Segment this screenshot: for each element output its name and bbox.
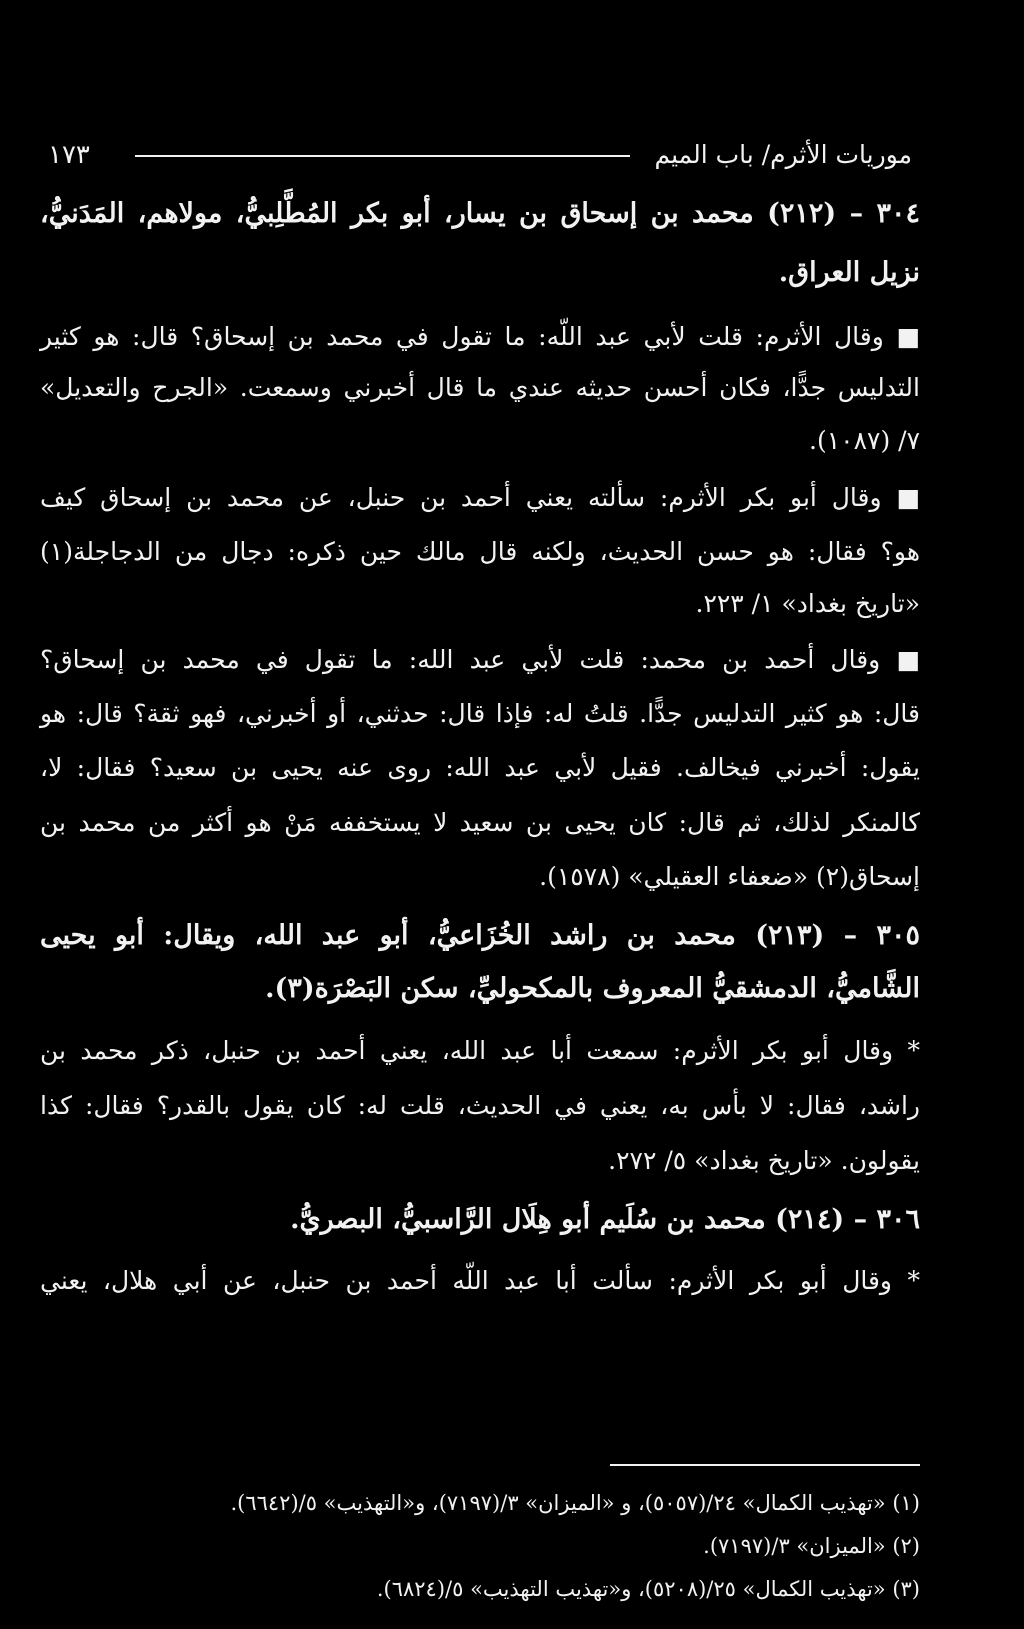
text-line: قال: هو كثير التدليس جدًّا. قلتُ له: فإذا قال: حدثني، أو أخبرني، فهو ثقة؟ قال: هو	[40, 699, 920, 728]
footnote-1: (١) «تهذيب الكمال» ٢٤/(٥٠٥٧)، و «الميزان» ٣/(٧١٩٧)، و«التهذيب» ٥/(٦٦٤٢).	[230, 1491, 920, 1515]
entry-305-heading-line-2: الشَّاميُّ، الدمشقيُّ المعروف بالمكحوليِّ، سكن البَصْرَة(٣).	[265, 973, 920, 1004]
footnote-separator	[610, 1464, 920, 1466]
entry-304-heading-line-1: ٣٠٤ – (٢١٢) محمد بن إسحاق بن يسار، أبو بكر المُطَّلِبيُّ، مولاهم، المَدَنيُّ،	[40, 198, 921, 229]
text-line: التدليس جدًّا، فكان أحسن حديثه عندي ما قال أخبرني وسمعت. «الجرح والتعديل»	[40, 373, 920, 402]
citation-line: ٧/ (١٠٨٧).	[809, 426, 920, 455]
text-line: هو؟ فقال: هو حسن الحديث، ولكنه قال مالك حين ذكره: دجال من الدجاجلة(١)	[40, 537, 920, 566]
text-line: ■ وقال أحمد بن محمد: قلت لأبي عبد الله: ما تقول في محمد بن إسحاق؟	[40, 645, 920, 674]
entry-306-heading: ٣٠٦ – (٢١٤) محمد بن سُلَيم أبو هِلَال الرَّاسبيُّ، البصريُّ.	[290, 1204, 920, 1235]
text-line: ■ وقال أبو بكر الأثرم: سألته يعني أحمد بن حنبل، عن محمد بن إسحاق كيف	[40, 483, 920, 512]
footnote-2: (٢) «الميزان» ٣/(٧١٩٧).	[703, 1534, 920, 1558]
footnote-3: (٣) «تهذيب الكمال» ٢٥/(٥٢٠٨)، و«تهذيب التهذيب» ٥/(٦٨٢٤).	[376, 1577, 920, 1601]
book-page	[40, 0, 920, 1629]
text-line: يقول: أخبرني فيخالف. فقيل لأبي عبد الله: روى عنه يحيى بن سعيد؟ فقال: لا،	[40, 753, 920, 782]
entry-304-heading-line-2: نزيل العراق.	[778, 257, 920, 288]
text-line: * وقال أبو بكر الأثرم: سألت أبا عبد اللّه أحمد بن حنبل، عن أبي هلال، يعني	[40, 1266, 920, 1295]
text-line: كالمنكر لذلك، ثم قال: كان يحيى بن سعيد لا يستخففه مَنْ هو أكثر من محمد بن	[40, 808, 920, 837]
entry-305-heading-line-1: ٣٠٥ – (٢١٣) محمد بن راشد الخُزَاعيُّ، أبو عبد الله، ويقال: أبو يحيى	[40, 920, 920, 951]
page-number: ١٧٣	[48, 140, 90, 170]
citation-line: إسحاق(٢) «ضعفاء العقيلي» (١٥٧٨).	[539, 862, 920, 891]
text-line: * وقال أبو بكر الأثرم: سمعت أبا عبد الله، يعني أحمد بن حنبل، ذكر محمد بن	[40, 1036, 920, 1065]
citation-line: يقولون. «تاريخ بغداد» ٥/ ٢٧٢.	[608, 1146, 920, 1175]
text-line: ■ وقال الأثرم: قلت لأبي عبد اللّه: ما تقول في محمد بن إسحاق؟ قال: هو كثير	[40, 322, 920, 351]
running-header-title: موريات الأثرم/ باب الميم	[654, 140, 912, 169]
citation-line: «تاريخ بغداد» ١/ ٢٢٣.	[695, 589, 920, 618]
running-header	[40, 138, 920, 178]
text-line: راشد، فقال: لا بأس به، يعني في الحديث، قلت له: كان يقول بالقدر؟ فقال: كذا	[40, 1091, 920, 1120]
header-rule	[135, 155, 630, 157]
